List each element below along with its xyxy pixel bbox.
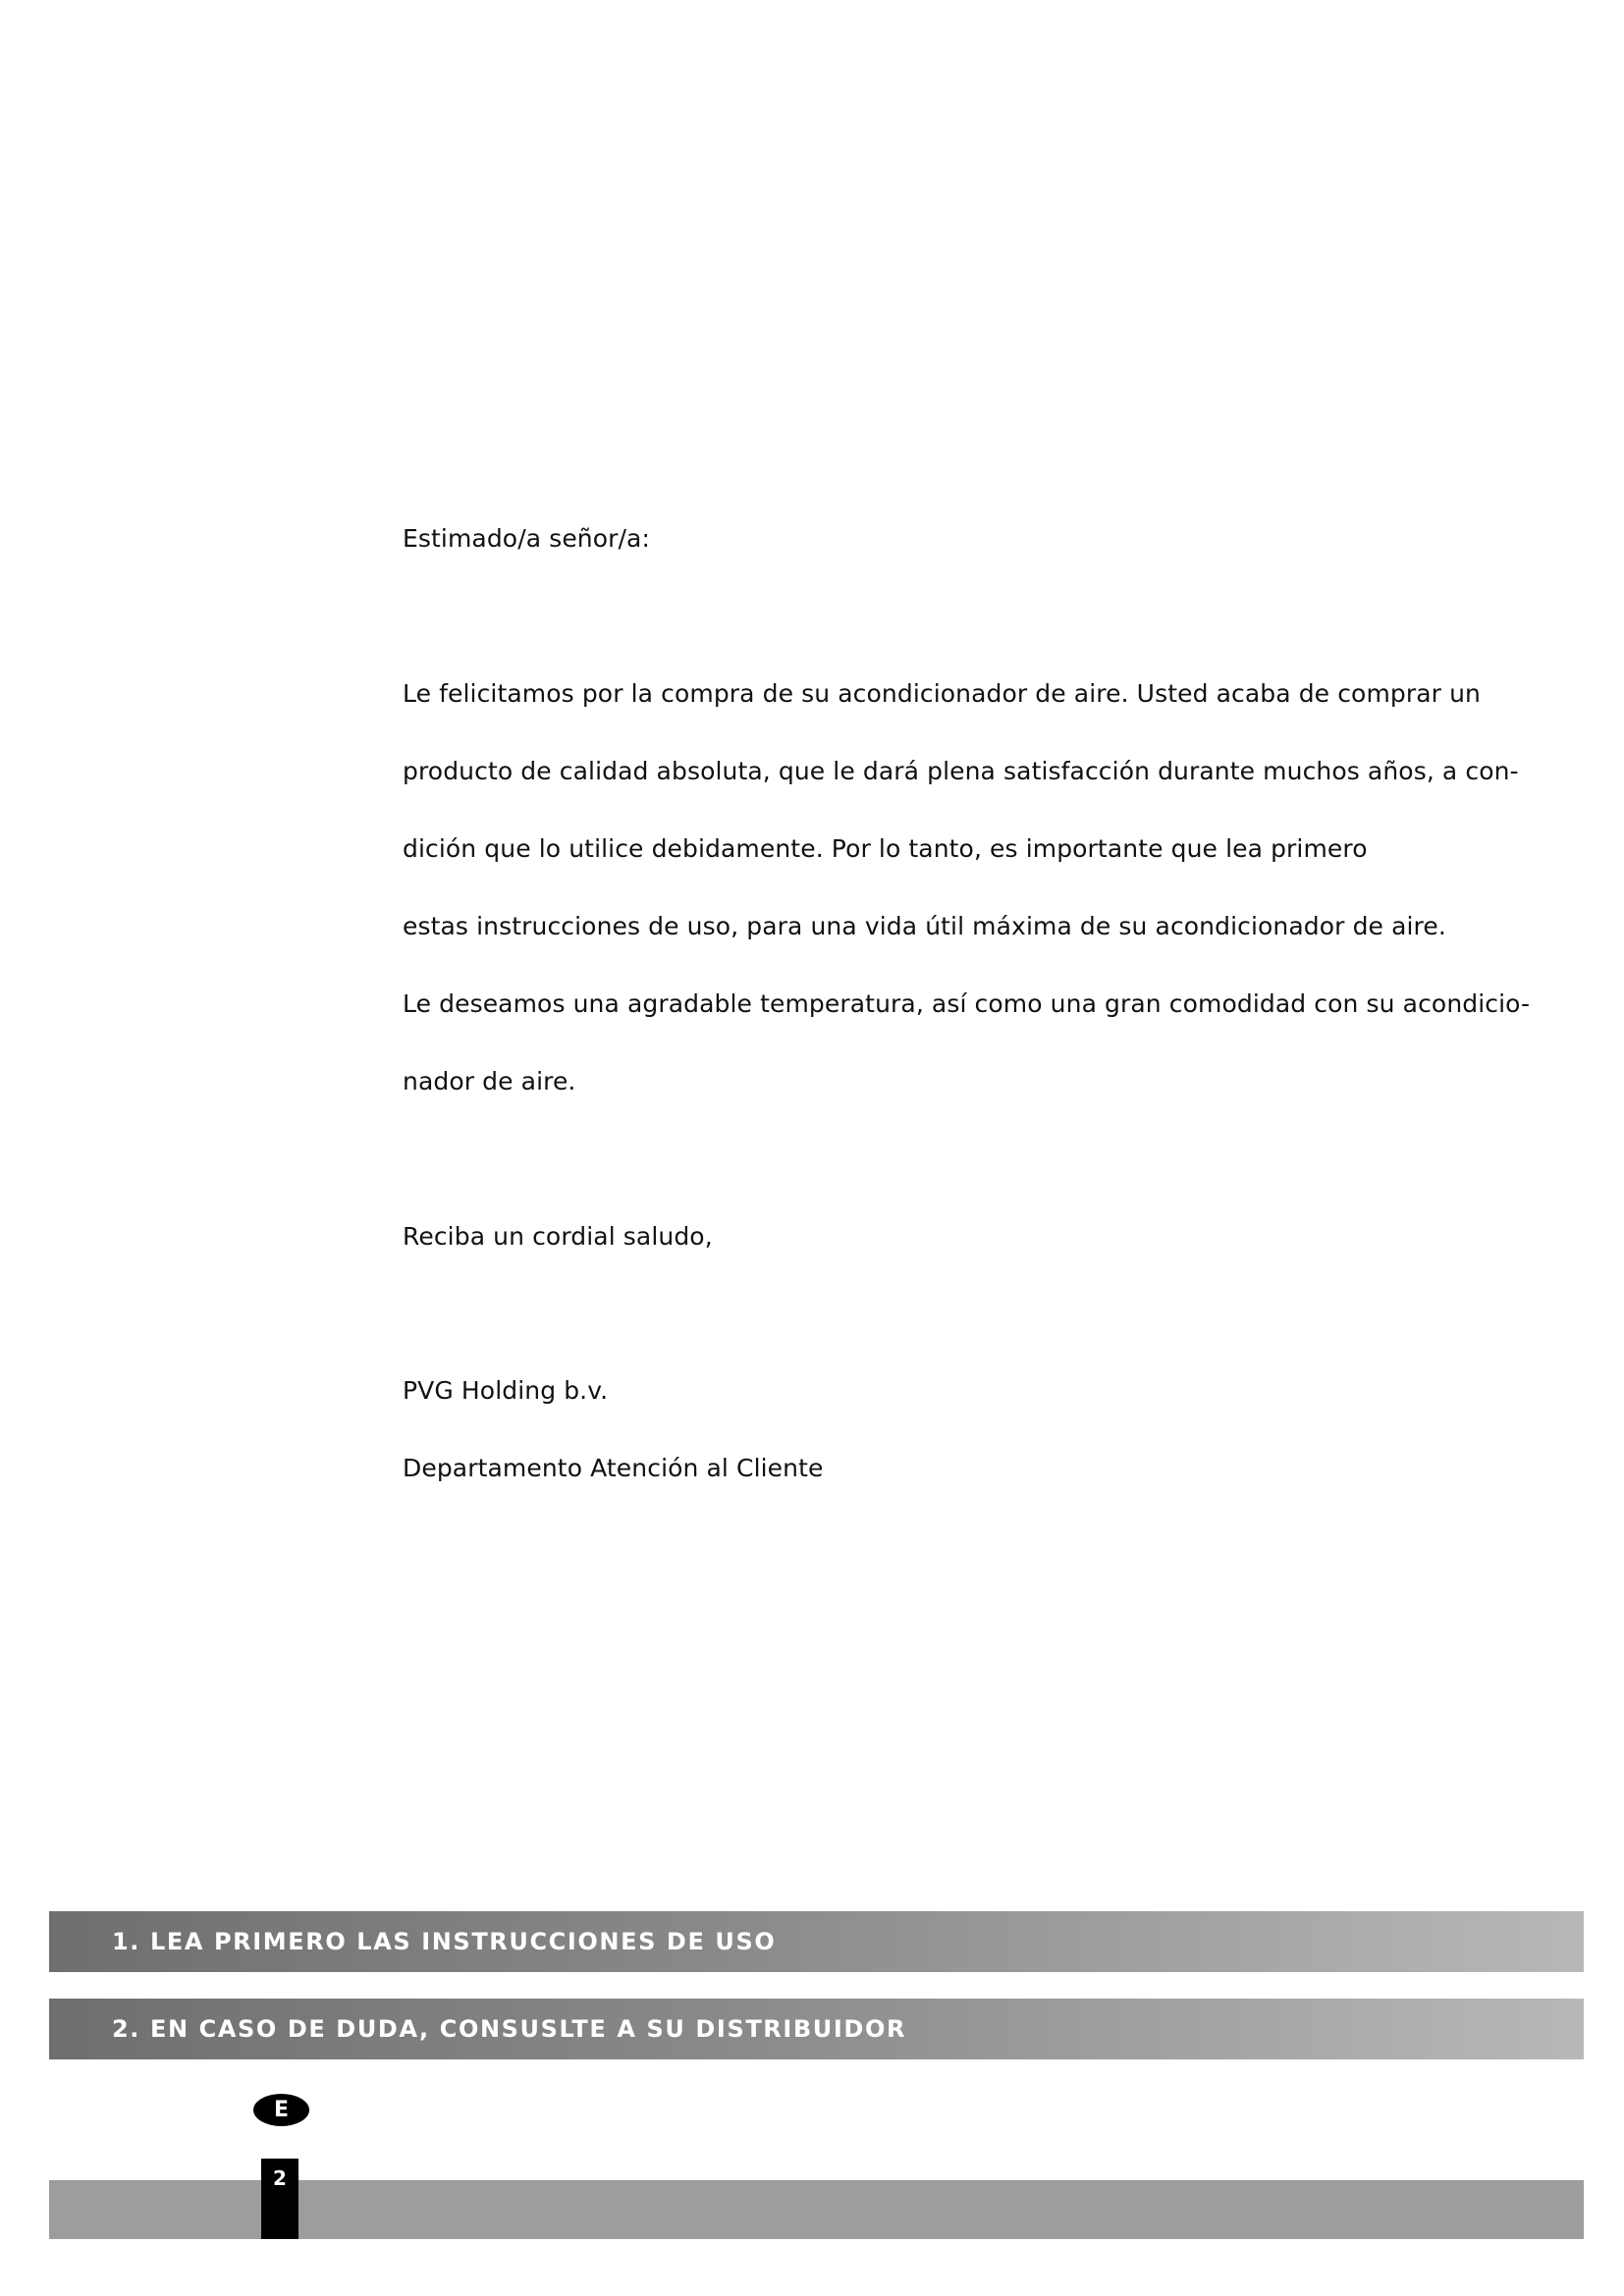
body-line-4: estas instrucciones de uso, para una vida útil máxima de su acondicionador de aire. bbox=[403, 912, 1446, 940]
section-banner-read-instructions bbox=[49, 1911, 1584, 1972]
body-line-3: dición que lo utilice debidamente. Por lo tanto, es importante que lea primero bbox=[403, 834, 1368, 863]
language-badge bbox=[253, 2094, 309, 2126]
page-number: 2 bbox=[273, 2166, 287, 2190]
salutation: Estimado/a señor/a: bbox=[403, 524, 650, 553]
section-banner-label: 1. LEA PRIMERO LAS INSTRUCCIONES DE USO bbox=[112, 1928, 777, 1955]
section-banner-consult-dealer bbox=[49, 1999, 1584, 2059]
body-line-6: nador de aire. bbox=[403, 1067, 576, 1095]
language-code: E bbox=[273, 2098, 290, 2122]
page-number-tab bbox=[261, 2159, 298, 2239]
section-banner-label: 2. EN CASO DE DUDA, CONSUSLTE A SU DISTRIBUIDOR bbox=[112, 2015, 907, 2043]
body-line-1: Le felicitamos por la compra de su acondicionador de aire. Usted acaba de comprar un bbox=[403, 679, 1481, 708]
body-line-5: Le deseamos una agradable temperatura, así como una gran comodidad con su acondicio- bbox=[403, 989, 1531, 1018]
signature-department: Departamento Atención al Cliente bbox=[403, 1454, 824, 1482]
closing: Reciba un cordial saludo, bbox=[403, 1222, 713, 1251]
body-line-2: producto de calidad absoluta, que le dará plena satisfacción durante muchos años, a con- bbox=[403, 757, 1519, 785]
signature-company: PVG Holding b.v. bbox=[403, 1376, 609, 1405]
